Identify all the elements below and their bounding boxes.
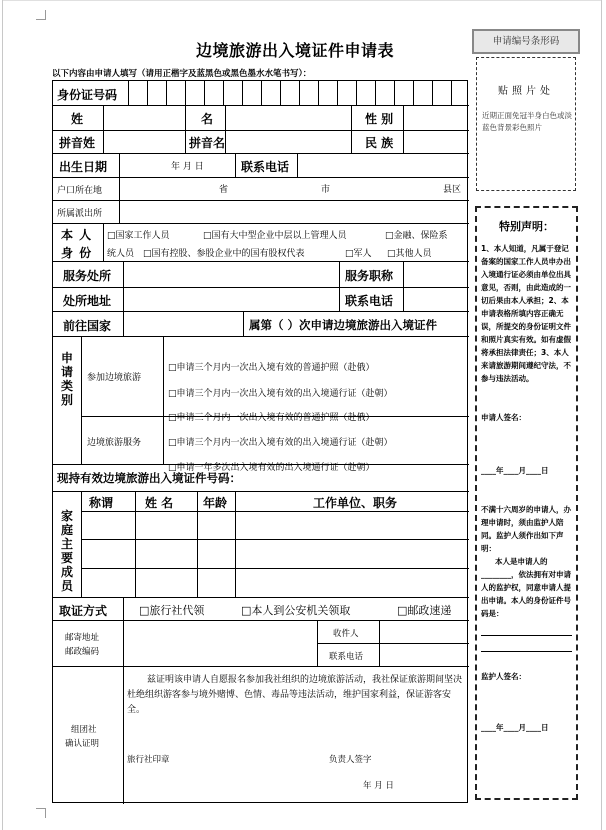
col-work-header: 工作单位、职务: [313, 496, 398, 510]
application-count[interactable]: 属第（ ）次申请边境旅游出入境证件: [249, 318, 438, 332]
col-relation-header: 称谓: [89, 496, 114, 510]
workplace-label: 服务处所: [63, 269, 112, 283]
job-title-label: 服务职称: [345, 269, 394, 283]
identity-label-line2: 身 份: [61, 246, 93, 260]
photo-area[interactable]: [476, 57, 576, 191]
option-permit-korea-service[interactable]: □申请三个月内一次出入境有效的出入境通行证（赴朝）: [168, 438, 393, 448]
household-label: 户口所在地: [57, 186, 103, 196]
identity-option-equity-rep[interactable]: □国有控股、参股企业中的国有股权代表: [143, 249, 305, 259]
tour-service-label: 边境旅游服务: [87, 438, 142, 448]
col-age-header: 年龄: [203, 496, 228, 510]
mail-address-label: 邮寄地址: [65, 633, 100, 643]
identity-option-finance-cont: 统人员: [107, 249, 135, 259]
pinyin-name-label: 拼音名: [189, 136, 226, 150]
pickup-option-express[interactable]: □邮政速递: [397, 604, 452, 617]
contact-phone-label: 联系电话: [241, 160, 290, 174]
join-tour-label: 参加边境旅游: [87, 373, 142, 383]
page-right-edge: [601, 0, 602, 830]
job-title-input[interactable]: [407, 265, 465, 283]
org-confirm-label-line2: 确认证明: [65, 739, 100, 749]
manager-signature-label: 负责人签字: [329, 755, 372, 765]
destination-input[interactable]: [127, 315, 239, 333]
work-address-label: 处所地址: [63, 294, 112, 308]
org-confirm-text: 兹证明该申请人自愿报名参加我社组织的边境旅游活动，我社保证旅游期间坚决杜绝组织游客参与境外赌博、色情、毒品等违法活动，维护国家利益，保证游客安全。: [127, 675, 463, 715]
destination-label: 前往国家: [63, 319, 112, 333]
gender-label: 性 别: [365, 112, 394, 126]
identity-label-line1: 本 人: [61, 228, 93, 242]
page-top-edge: [2, 0, 602, 1]
guardian-sign-date[interactable]: ____年____月____日: [481, 723, 549, 732]
crop-mark-top-left: [36, 10, 46, 20]
declaration-title: 特别声明：: [499, 220, 554, 233]
province-label: 省: [219, 185, 229, 195]
recipient-label: 收件人: [333, 629, 359, 639]
current-cert-label: 现持有效边境旅游出入境证件号码：: [57, 471, 241, 485]
police-station-label: 所属派出所: [57, 209, 103, 219]
applicant-signature-label: 申请人签名：: [481, 413, 526, 422]
application-form: [52, 80, 468, 803]
pinyin-surname-label: 拼音姓: [59, 136, 96, 150]
identity-option-military[interactable]: □军人: [345, 249, 372, 259]
guardian-signature-label: 监护人签名：: [481, 672, 526, 681]
recipient-input[interactable]: [383, 623, 465, 641]
recipient-phone-label: 联系电话: [329, 652, 364, 662]
current-cert-input[interactable]: [249, 468, 465, 486]
surname-input[interactable]: [107, 108, 181, 126]
guardian-id-line[interactable]: [481, 620, 572, 636]
photo-requirements: 近期正面免冠半身白色或淡蓝色背景彩色照片: [482, 111, 572, 132]
police-station-input[interactable]: [123, 203, 465, 221]
confirm-date[interactable]: 年 月 日: [363, 781, 394, 791]
birth-date-label: 出生日期: [59, 160, 108, 174]
col-name-header: 姓 名: [145, 496, 174, 510]
photo-title: 贴照片处: [498, 86, 554, 97]
work-phone-label: 联系电话: [345, 294, 394, 308]
barcode-area: 申请编号条形码: [472, 29, 580, 54]
crop-mark-bottom-left: [36, 808, 46, 818]
surname-label: 姓: [71, 112, 84, 126]
guardian-id-line-2[interactable]: [481, 636, 572, 652]
postcode-label: 邮政编码: [65, 647, 100, 657]
option-permit-korea-join[interactable]: □申请三个月内一次出入境有效的出入境通行证（赴朝）: [168, 389, 393, 399]
household-input[interactable]: [123, 179, 465, 197]
mail-address-input[interactable]: [127, 623, 313, 663]
minor-guardian-note: 不满十六周岁的申请人，办理申请时，须由监护人陪同。监护人须作出如下声明：: [481, 505, 571, 553]
county-label: 县区: [443, 185, 462, 195]
identity-option-civil-servant[interactable]: □国家工作人员: [107, 231, 170, 241]
family-members-label: 家庭主要成员: [60, 509, 73, 593]
option-multi-permit-korea[interactable]: □申请一年多次出入境有效的出入境通行证（赴朝）: [168, 463, 375, 473]
guardian-declaration: 本人是申请人的________，依法拥有对申请人的监护权，同意申请人提出申请。本人的身份证件号码是：: [481, 557, 571, 618]
pickup-option-police[interactable]: □本人到公安机关领取: [241, 604, 351, 617]
form-instructions: 以下内容由申请人填写（请用正楷字及蓝黑色或黑色墨水水笔书写）：: [52, 69, 312, 79]
agency-seal-label: 旅行社印章: [127, 755, 170, 765]
form-title: 边境旅游出入境证件申请表: [195, 41, 394, 60]
option-passport-russia-service[interactable]: □申请三个月内一次出入境有效的普通护照（赴俄）: [168, 413, 375, 423]
id-number-label: 身份证号码: [57, 88, 118, 102]
pickup-option-agency[interactable]: □旅行社代领: [139, 604, 205, 617]
identity-option-finance[interactable]: □金融、保险系: [385, 231, 448, 241]
identity-option-other[interactable]: □其他人员: [387, 249, 432, 259]
gender-input[interactable]: [407, 108, 465, 126]
recipient-phone-input[interactable]: [383, 646, 465, 664]
contact-phone-input[interactable]: [301, 156, 465, 174]
application-type-label: 申请类别: [60, 351, 73, 407]
work-phone-input[interactable]: [407, 290, 465, 308]
identity-option-soe-manager[interactable]: □国有大中型企业中层以上管理人员: [203, 231, 347, 241]
ethnicity-input[interactable]: [407, 132, 465, 150]
birth-date-input[interactable]: 年 月 日: [171, 162, 204, 172]
org-confirm-label-line1: 组团社: [71, 725, 97, 735]
id-number-input[interactable]: [138, 84, 458, 102]
page-left-edge: [2, 0, 3, 830]
ethnicity-label: 民 族: [365, 136, 394, 150]
pickup-method-label: 取证方式: [59, 604, 108, 618]
given-name-input[interactable]: [229, 108, 347, 126]
option-passport-russia-join[interactable]: □申请三个月内一次出入境有效的普通护照（赴俄）: [168, 363, 375, 373]
applicant-sign-date[interactable]: ____年____月____日: [481, 466, 549, 475]
pinyin-name-input[interactable]: [229, 132, 347, 150]
work-address-input[interactable]: [127, 290, 335, 308]
city-label: 市: [321, 185, 331, 195]
declaration-text: 1、本人知道，凡属于登记备案的国家工作人员申办出入境通行证必须由单位出具意见，否则，由此造成的一切后果由本人承担；2、本申请表格所填内容正确无误，所提交的身份证明文件和照片真实有效。如有虚假将承担法律责任；3、本人来请旅游期间遵纪守法，不参与违法活动。: [481, 244, 571, 383]
pinyin-surname-input[interactable]: [107, 132, 181, 150]
given-name-label: 名: [201, 112, 214, 126]
workplace-input[interactable]: [127, 265, 335, 283]
special-declaration: [475, 206, 578, 800]
